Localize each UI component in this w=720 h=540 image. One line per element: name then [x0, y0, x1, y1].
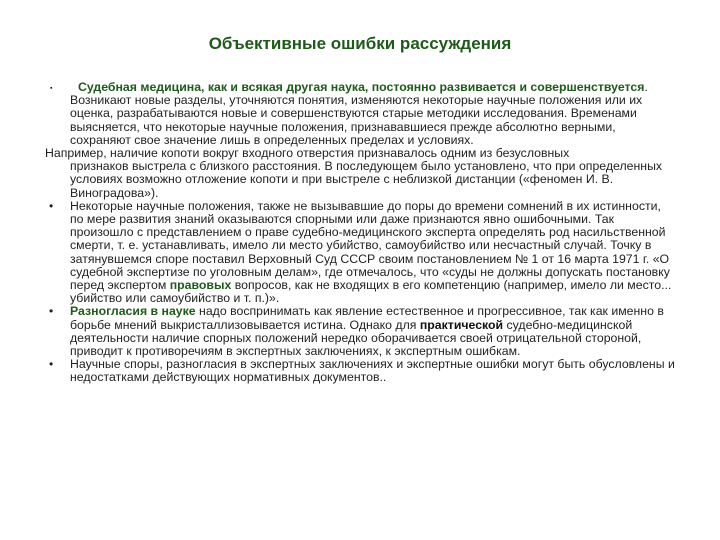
paragraph-2 [45, 147, 675, 200]
paragraph-2-first-line: Например, наличие копоти вокруг входного отверстия признавалось одним из безусловных [45, 146, 570, 161]
paragraph-1-text: . Возникают новые разделы, уточняются понятия, изменяются некоторые научные положения или их оценка, разрабатываются новые и совершенствуются старые методики исследования. Временами выясняется, что некоторые научные положения, признававшиеся прежде абсолютно верными, сохраняют свое значение лишь в определенных пределах и условиях. [70, 80, 648, 147]
round-bullet-icon: • [49, 198, 54, 213]
paragraph-3-emphasis: правовых [169, 278, 232, 293]
slide-title: Объективные ошибки рассуждения [208, 34, 512, 53]
paragraph-5-text: Научные споры, разногласия в экспертных заключениях и экспертные ошибки могут быть обусловлены и недостатками действующих нормативных документов.. [70, 357, 675, 385]
paragraph-5 [45, 358, 675, 384]
paragraph-4-emphasis: практической [419, 317, 504, 332]
slide-body [45, 81, 675, 385]
paragraph-2-text: признаков выстрела с близкого расстояния. В последующем было установлено, что при определенных условиях возможно отложение копоти и при выстреле с неблизкой дистанции («феномен И. В. Виноградова»). [70, 159, 663, 200]
paragraph-4 [45, 305, 675, 358]
paragraph-4-text-end: судебно-медицинской деятельности наличие спорных положений нередко оборачивается своей отрицательной стороной, приводит к противоречиям в экспертных заключениях, к экспертным ошибкам. [70, 317, 642, 359]
paragraph-3-text-end: вопросов, как не входящих в его компетенцию (например, имело ли место... убийство или самоубийство и т. п.)». [70, 278, 672, 306]
paragraph-4-text-mid: надо воспринимать как явление естественное и прогрессивное, так как именно в борьбе мнений выкристаллизовывается истина. Однако для [70, 304, 664, 332]
square-bullet-icon: ▪ [50, 85, 53, 92]
round-bullet-icon: • [49, 357, 54, 372]
round-bullet-icon: • [49, 304, 54, 319]
paragraph-1-lead: Судебная медицина, как и всякая другая наука, постоянно развивается и совершенствуется [78, 80, 645, 94]
paragraph-3 [45, 200, 675, 306]
paragraph-1 [45, 81, 675, 147]
paragraph-4-lead: Разногласия в науке [70, 304, 196, 319]
paragraph-3-text-start: Некоторые научные положения, также не вызывавшие до поры до времени сомнений в их истинности, по мере развития знаний оказываются спорными или даже признаются явно ошибочными. Так произошло с представлением о праве судебно-медицинского эксперта определять род насильственной смерти, т. е. устанавливать, имело ли место убийство, самоубийство или несчастный случай. Точку в затянувшемся споре поставил Верховный Суд СССР своим постановлением № 1 от 16 марта 1971 г. «О судебной экспертизе по уголовным делам», где отмечалось, что «суды не должны допускать постановку перед экспертом [70, 198, 670, 293]
